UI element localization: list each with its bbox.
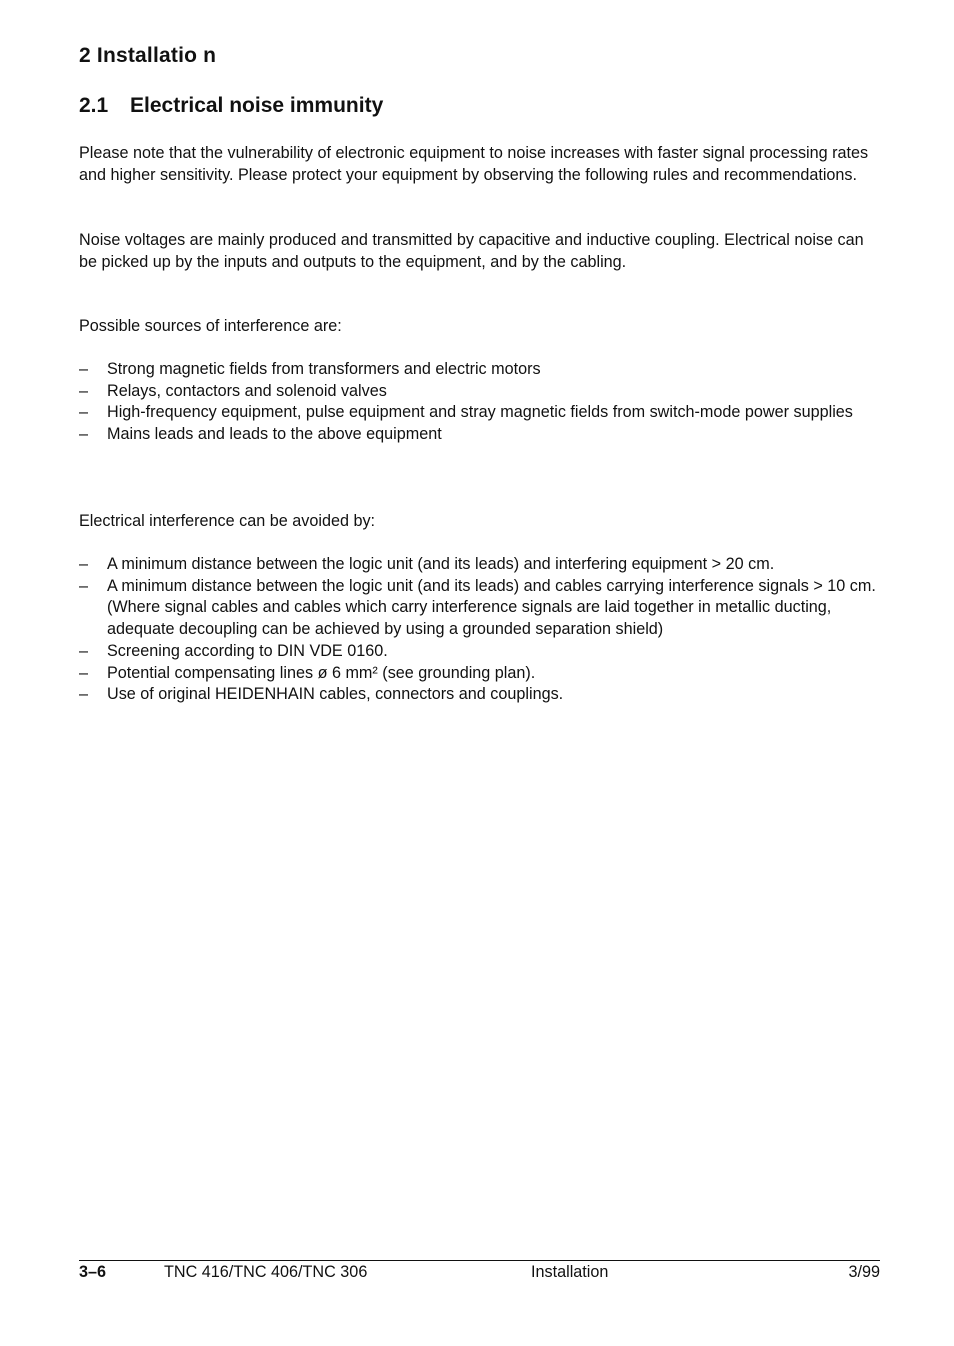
list-item-text: High-frequency equipment, pulse equipment and stray magnetic fields from switch-mode power supplies <box>107 403 853 422</box>
dash-bullet: – <box>79 685 89 704</box>
footer-page-number: 3–6 <box>79 1263 107 1281</box>
list-item-text: Strong magnetic fields from transformers and electric motors <box>107 360 541 378</box>
interference-avoidance-list <box>79 554 879 706</box>
list-item <box>79 424 879 446</box>
list-item-text: Screening according to DIN VDE 0160. <box>107 641 388 660</box>
intro-paragraph: Please note that the vulnerability of electronic equipment to noise increases with faster signal processing rates and higher sensitivity. Please protect your equipment by observing the following rules and recommendations. <box>79 144 869 184</box>
footer-date: 3/99 <box>848 1263 880 1281</box>
page-footer <box>79 1260 880 1287</box>
interference-sources-list <box>79 359 879 446</box>
chapter-title: 2 Installatio n <box>79 44 217 67</box>
dash-bullet: – <box>79 663 89 682</box>
list-item <box>79 381 879 403</box>
dash-bullet: – <box>79 403 89 422</box>
list-item <box>79 684 879 706</box>
dash-bullet: – <box>79 641 89 660</box>
list-item <box>79 402 879 424</box>
list-item <box>79 641 879 663</box>
section-number: 2.1 <box>79 94 109 117</box>
dash-bullet: – <box>79 576 89 595</box>
list-item <box>79 663 879 685</box>
noise-paragraph: Noise voltages are mainly produced and transmitted by capacitive and inductive coupling. Electrical noise can be picked up by the inputs and outputs to the equipment, and by the cabling. <box>79 231 864 271</box>
list-item <box>79 576 879 641</box>
list-item <box>79 359 879 381</box>
footer-product: TNC 416/TNC 406/TNC 306 <box>164 1263 368 1281</box>
list-item <box>79 554 879 576</box>
list-item-text: Potential compensating lines ø 6 mm² (see grounding plan). <box>107 663 536 682</box>
section-title-text: Electrical noise immunity <box>130 94 384 117</box>
dash-bullet: – <box>79 360 89 378</box>
list-item-text: A minimum distance between the logic unit (and its leads) and interfering equipment > 20 cm. <box>107 555 775 573</box>
list-item-text: Mains leads and leads to the above equipment <box>107 425 442 444</box>
sources-intro: Possible sources of interference are: <box>79 317 342 335</box>
avoidance-intro: Electrical interference can be avoided by: <box>79 512 376 530</box>
dash-bullet: – <box>79 381 89 400</box>
list-item-text: Use of original HEIDENHAIN cables, connectors and couplings. <box>107 685 564 704</box>
footer-chapter: Installation <box>531 1263 609 1281</box>
list-item-text: Relays, contactors and solenoid valves <box>107 381 387 400</box>
dash-bullet: – <box>79 425 89 444</box>
list-item-note: (Where signal cables and cables which carry interference signals are laid together in metallic ducting, adequate decoupling can be achieved by using a grounded separation shield) <box>107 598 832 639</box>
list-item-text: A minimum distance between the logic unit (and its leads) and cables carrying interference signals > 10 cm. <box>107 576 876 595</box>
section-title <box>79 94 383 118</box>
dash-bullet: – <box>79 555 89 573</box>
